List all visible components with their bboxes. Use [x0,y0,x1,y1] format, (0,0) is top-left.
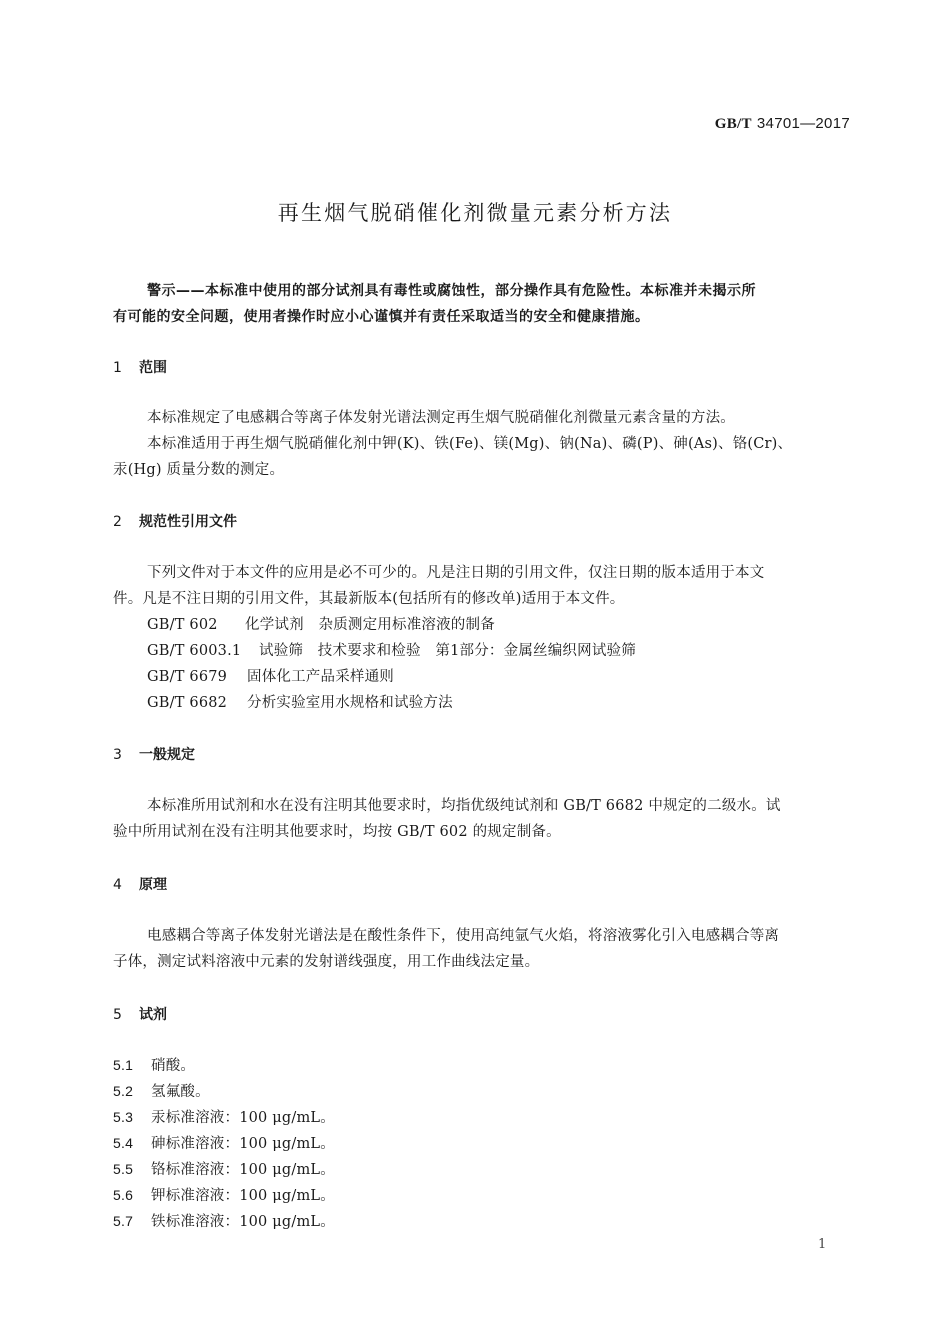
section-4-heading [113,874,167,894]
reagent-number: 5.3 [113,1109,134,1125]
reagent-item [113,1158,335,1179]
section-2-para-line-2: 件。凡是不注日期的引用文件，其最新版本(包括所有的修改单)适用于本文件。 [113,591,625,607]
section-title: 规范性引用文件 [139,514,237,530]
section-title: 试剂 [139,1007,167,1023]
reference-item [147,691,453,712]
section-4-para-line-2: 子体，测定试料溶液中元素的发射谱线强度，用工作曲线法定量。 [113,954,540,970]
section-3-para-line-2: 验中所用试剂在没有注明其他要求时，均按 GB/T 602 的规定制备。 [113,824,561,840]
reference-item [147,639,636,660]
section-3-heading [113,744,195,764]
reagent-number: 5.1 [113,1057,134,1073]
standard-number: 34701—2017 [756,115,850,132]
section-1-para-1: 本标准规定了电感耦合等离子体发射光谱法测定再生烟气脱硝催化剂微量元素含量的方法。 [147,410,735,426]
reagent-text: 铬标准溶液：100 μg/mL。 [151,1162,335,1178]
section-1-heading [113,357,167,377]
section-number: 3 [113,747,122,763]
reagent-number: 5.6 [113,1187,134,1203]
reagent-number: 5.2 [113,1083,134,1099]
reagent-text: 硝酸。 [151,1058,196,1074]
section-1-para-2-line-1: 本标准适用于再生烟气脱硝催化剂中钾(K)、铁(Fe)、镁(Mg)、钠(Na)、磷(P)、砷(As)、铬(Cr)、 [147,436,793,452]
warning-line-2: 有可能的安全问题，使用者操作时应小心谨慎并有责任采取适当的安全和健康措施。 [113,309,650,325]
reagent-text: 钾标准溶液：100 μg/mL。 [151,1188,335,1204]
section-3-para-line-1: 本标准所用试剂和水在没有注明其他要求时，均指优级纯试剂和 GB/T 6682 中规定的二级水。试 [147,798,781,814]
reference-item [147,665,394,686]
document-title: 再生烟气脱硝催化剂微量元素分析方法 [277,201,673,225]
reagent-number: 5.5 [113,1161,134,1177]
section-2-heading [113,511,237,531]
section-title: 范围 [139,360,167,376]
reference-code: GB/T 6682 [147,695,228,711]
reagent-text: 氢氟酸。 [151,1084,210,1100]
reagent-text: 砷标准溶液：100 μg/mL。 [151,1136,335,1152]
reagent-item [113,1106,335,1127]
section-number: 4 [113,877,122,893]
section-title: 原理 [139,877,167,893]
reference-title: 分析实验室用水规格和试验方法 [247,695,453,711]
reference-title: 化学试剂 杂质测定用标准溶液的制备 [245,617,495,633]
reference-title: 试验筛 技术要求和检验 第1部分：金属丝编织网试验筛 [259,643,636,659]
reagent-item [113,1184,335,1205]
reference-code: GB/T 602 [147,617,218,633]
reagent-number: 5.7 [113,1213,134,1229]
reference-item [147,613,495,634]
reference-code: GB/T 6003.1 [147,643,242,659]
reagent-item [113,1054,195,1075]
standard-prefix: GB/T [714,116,752,132]
section-number: 2 [113,514,122,530]
section-4-para-line-1: 电感耦合等离子体发射光谱法是在酸性条件下，使用高纯氩气火焰，将溶液雾化引入电感耦合等离 [147,928,780,944]
reagent-item [113,1080,210,1101]
reagent-item [113,1210,335,1231]
section-5-heading [113,1004,167,1024]
section-number: 1 [113,360,122,376]
reagent-number: 5.4 [113,1135,134,1151]
reagent-text: 汞标准溶液：100 μg/mL。 [151,1110,335,1126]
section-title: 一般规定 [139,747,195,763]
reagent-item [113,1132,335,1153]
standard-code [715,114,850,133]
reference-code: GB/T 6679 [147,669,228,685]
reference-title: 固体化工产品采样通则 [247,669,394,685]
section-2-para-line-1: 下列文件对于本文件的应用是必不可少的。凡是注日期的引用文件，仅注日期的版本适用于本文 [147,565,765,581]
reagent-text: 铁标准溶液：100 μg/mL。 [151,1214,335,1230]
warning-line-1: 警示——本标准中使用的部分试剂具有毒性或腐蚀性，部分操作具有危险性。本标准并未揭示所 [147,283,756,299]
page-number: 1 [818,1237,827,1252]
section-1-para-2-line-2: 汞(Hg) 质量分数的测定。 [113,462,285,478]
section-number: 5 [113,1007,122,1023]
